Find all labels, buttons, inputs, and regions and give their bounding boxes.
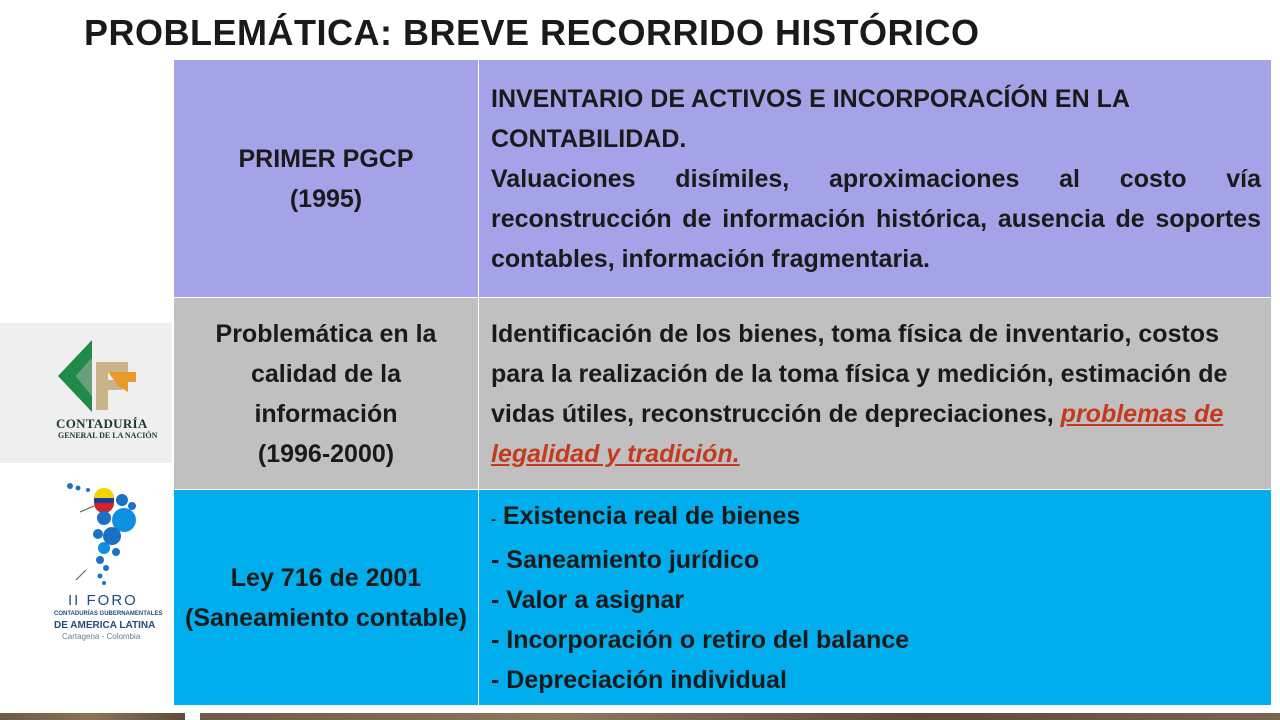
decorative-strip (200, 713, 1280, 720)
table-row-problematica (174, 298, 1272, 490)
table-row-ley716 (174, 490, 1272, 706)
bullet-item: - Valor a asignar (491, 585, 685, 614)
foro-title: II FORO (68, 592, 138, 609)
row-content-ley716 (479, 490, 1272, 706)
slide-title: PROBLEMÁTICA: BREVE RECORRIDO HISTÓRICO (84, 12, 980, 53)
bullet-dash: - (491, 510, 496, 528)
foro-city: Cartagena - Colombia (62, 632, 141, 641)
bullet-text: Existencia real de bienes (502, 501, 801, 530)
bullet-item: - Depreciación individual (491, 665, 787, 694)
decorative-strip (0, 713, 185, 720)
row-label-ley716 (174, 490, 479, 706)
row-label-subtitle: (Saneamiento contable) (185, 603, 467, 632)
row-body: Identificación de los bienes, toma física de inventario, costos para la realización de la toma física y medición, estimación de vidas útiles, reconstrucción de depreciaciones, (491, 319, 1228, 428)
table-row-pgcp (174, 60, 1272, 298)
row-body: Valuaciones disímiles, aproximaciones al costo vía reconstrucción de información histórica, ausencia de soportes contables, información fragmentaria. (491, 164, 1261, 273)
bullet-item (491, 496, 1261, 540)
contaduria-logo-icon (56, 336, 146, 416)
row-label-year: (1996-2000) (257, 439, 395, 468)
latin-america-map-icon (60, 476, 160, 588)
row-content-pgcp (479, 60, 1272, 298)
bullet-item: - Incorporación o retiro del balance (491, 625, 910, 654)
history-table (173, 59, 1272, 706)
bullet-item: - Saneamiento jurídico (491, 545, 760, 574)
row-label-pgcp (174, 60, 479, 298)
contaduria-name: CONTADURÍA (56, 416, 148, 431)
row-label-title: PRIMER PGCP (238, 144, 414, 173)
foro-subtitle: DE AMERICA LATINA (54, 620, 156, 631)
row-content-problematica (479, 298, 1272, 490)
highlighted-problem-link: problemas de legalidad y tradición. (491, 399, 1224, 468)
row-heading: INVENTARIO DE ACTIVOS E INCORPORACÍÓN EN LA CONTABILIDAD. (491, 84, 1130, 153)
row-label-year: (1995) (289, 184, 363, 213)
row-label-title: Ley 716 de 2001 (230, 563, 422, 592)
row-label-problematica (174, 298, 479, 490)
foro-subtitle-top: CONTADURÍAS GUBERNAMENTALES (54, 611, 163, 617)
contaduria-subtitle: GENERAL DE LA NACIÓN (58, 431, 158, 440)
row-label-title: Problemática en la calidad de la información (215, 319, 437, 428)
